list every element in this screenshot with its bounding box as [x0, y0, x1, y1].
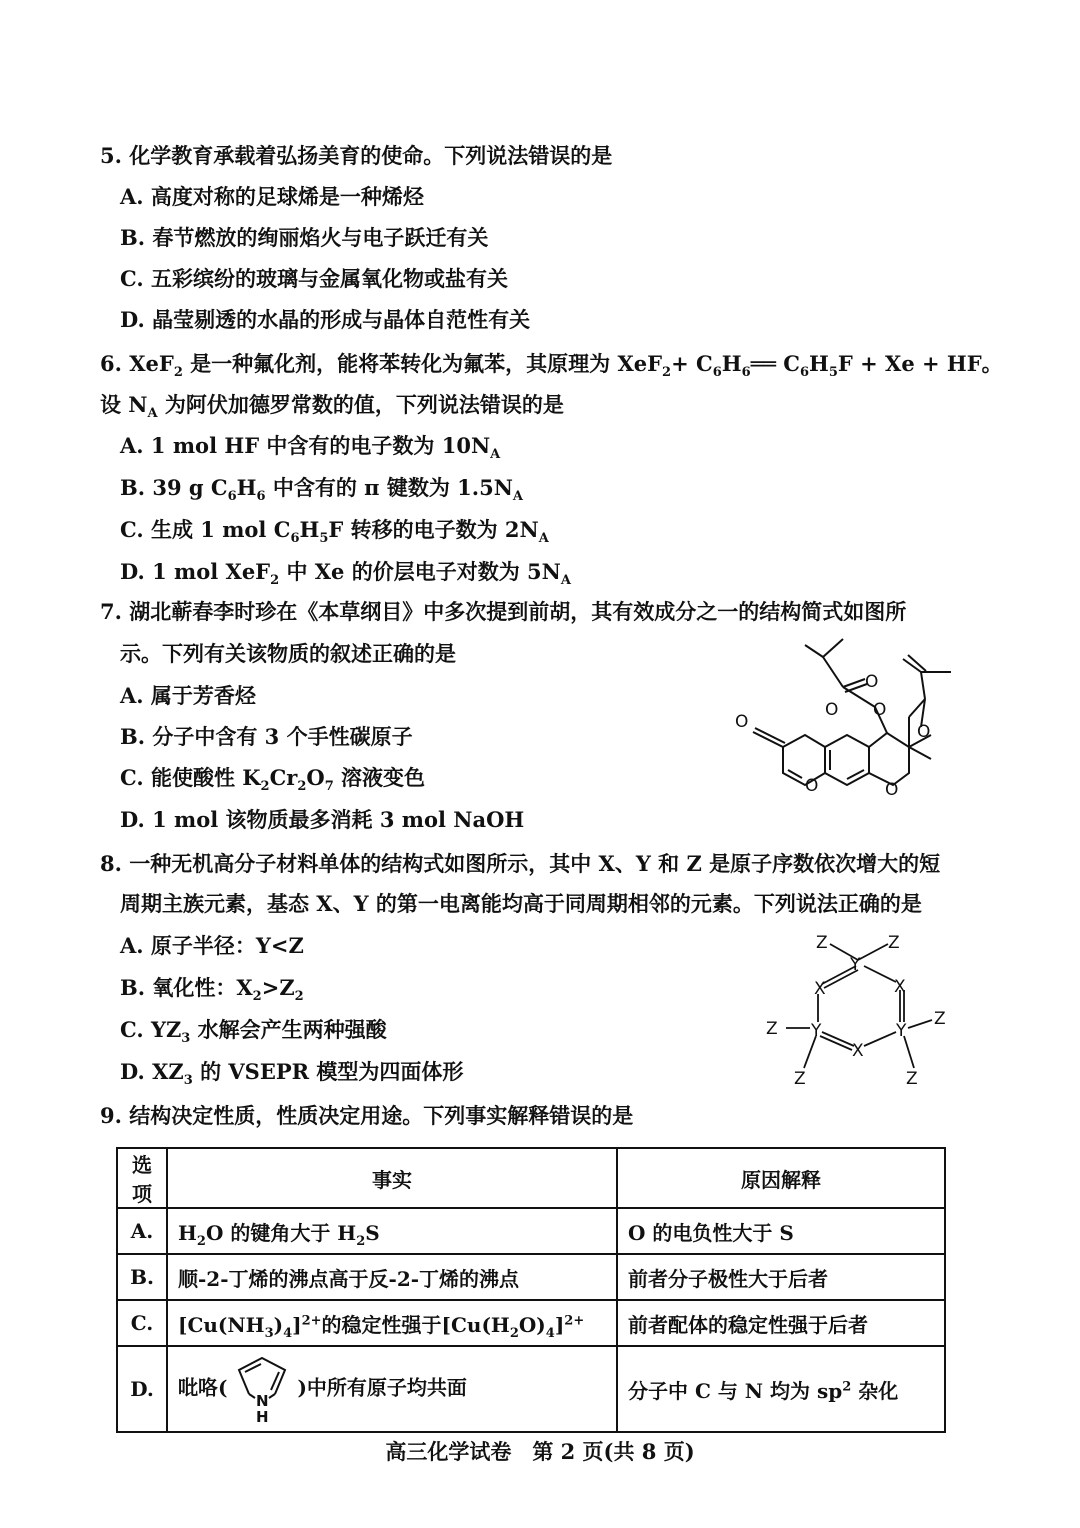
q7-o-label-2: O [805, 776, 819, 796]
q7-stem: 7. 湖北蕲春李时珍在《本草纲目》中多次提到前胡，其有效成分之一的结构简式如图所 [100, 599, 907, 624]
q8-option-b: B. 氧化性：$X_2>Z_2$ [120, 975, 304, 1005]
row-option: B. [117, 1254, 167, 1300]
q8-structure-figure [760, 928, 960, 1088]
q8-option-c: C. $YZ_3$ 水解会产生两种强酸 [120, 1017, 387, 1047]
q8-stem: 8. 一种无机高分子材料单体的结构式如图所示，其中 X、Y 和 Z 是原子序数依次增大的短 [100, 851, 941, 876]
q5-option-c: C. 五彩缤纷的玻璃与金属氧化物或盐有关 [120, 266, 508, 291]
benzene-ring [825, 735, 869, 785]
table-row [117, 1300, 945, 1346]
q8-x-bottom: X [852, 1041, 864, 1061]
q7-o-label-4: O [825, 700, 839, 720]
header-option: 选项 [117, 1148, 167, 1208]
row-reason: 前者配体的稳定性强于后者 [617, 1300, 945, 1346]
q7-o-label-3: O [865, 672, 879, 692]
q8-z-4: Z [934, 1009, 946, 1029]
q7-o-label-1: O [735, 712, 749, 732]
table-row [117, 1346, 945, 1432]
q7-option-d: D. 1 mol 该物质最多消耗 3 mol NaOH [120, 807, 525, 832]
q9-stem: 9. 结构决定性质，性质决定用途。下列事实解释错误的是 [100, 1103, 634, 1128]
pyrrole-h: H [256, 1408, 270, 1424]
table-row [117, 1208, 945, 1254]
q6-option-d: D. 1 mol XeF$_2$ 中 Xe 的价层电子对数为 $5N_A$ [120, 559, 571, 589]
table-header-row [117, 1148, 945, 1208]
q8-stem-2: 周期主族元素，基态 X、Y 的第一电离能均高于同周期相邻的元素。下列说法正确的是 [120, 891, 922, 916]
q6-option-a: A. 1 mol HF 中含有的电子数为 $10N_A$ [120, 433, 501, 463]
page-footer: 高三化学试卷 第 2 页(共 8 页) [385, 1439, 695, 1464]
q7-o-label-7: O [885, 780, 899, 800]
q7-o-label-6: O [917, 722, 931, 742]
row-option: A. [117, 1208, 167, 1254]
q8-option-d: D. $XZ_3$ 的 VSEPR 模型为四面体形 [120, 1059, 464, 1089]
q9-table [116, 1147, 946, 1433]
q7-option-a: A. 属于芳香烃 [120, 683, 256, 708]
row-fact: $H_2O$ 的键角大于 $H_2S$ [167, 1208, 617, 1254]
row-fact: $[Cu(NH_3)_4]^{2+}$的稳定性强于$[Cu(H_2O)_4]^{2+}$ [167, 1300, 617, 1346]
q8-z-5: Z [794, 1069, 806, 1088]
q5-option-b: B. 春节燃放的绚丽焰火与电子跃迁有关 [120, 225, 489, 250]
row-fact: 吡咯( N H )中所有原子均共面 [167, 1346, 617, 1432]
q8-option-a: A. 原子半径：Y<Z [120, 933, 304, 958]
row-reason: 分子中 C 与 N 均为 $sp^2$ 杂化 [617, 1346, 945, 1432]
q8-x-right: X [894, 977, 906, 997]
q7-option-c: C. 能使酸性 $K_2Cr_2O_7$ 溶液变色 [120, 765, 426, 795]
row-reason: O 的电负性大于 S [617, 1208, 945, 1254]
q5-stem: 5. 化学教育承载着弘扬美育的使命。下列说法错误的是 [100, 143, 613, 168]
q8-z-3: Z [766, 1019, 778, 1039]
row-reason: 前者分子极性大于后者 [617, 1254, 945, 1300]
q5-option-d: D. 晶莹剔透的水晶的形成与晶体自范性有关 [120, 307, 531, 332]
pyrrole-n: N [256, 1392, 270, 1410]
header-fact: 事实 [167, 1148, 617, 1208]
q7-stem-2: 示。下列有关该物质的叙述正确的是 [120, 641, 456, 666]
table-row [117, 1254, 945, 1300]
q6-option-b: B. 39 g $C_6H_6$ 中含有的 π 键数为 $1.5N_A$ [120, 475, 524, 505]
q8-x-left: X [814, 979, 826, 999]
row-option: C. [117, 1300, 167, 1346]
pyrrole-structure [227, 1354, 297, 1424]
q8-z-6: Z [906, 1069, 918, 1088]
q6-stem-2: 设 $N_A$ 为阿伏加德罗常数的值，下列说法错误的是 [100, 392, 564, 422]
q8-y-right: Y [896, 1021, 907, 1041]
row-option: D. [117, 1346, 167, 1432]
q8-z-1: Z [816, 933, 828, 953]
q8-z-2: Z [888, 933, 900, 953]
q8-y-top: Y [850, 955, 861, 975]
q6-option-c: C. 生成 1 mol $C_6H_5F$ 转移的电子数为 $2N_A$ [120, 517, 549, 547]
q6-stem: 6. XeF$_2$ 是一种氟化剂，能将苯转化为氟苯，其原理为 $XeF_2+ C_6H_6══$ $C_6H_5F + Xe$ + HF。 [100, 351, 1003, 381]
q5-option-a: A. 高度对称的足球烯是一种烯烃 [120, 184, 424, 209]
q7-o-label-5: O [873, 700, 887, 720]
q7-option-b: B. 分子中含有 3 个手性碳原子 [120, 724, 413, 749]
row-fact: 顺-2-丁烯的沸点高于反-2-丁烯的沸点 [167, 1254, 617, 1300]
q7-molecule-figure [725, 637, 960, 812]
header-reason: 原因解释 [617, 1148, 945, 1208]
q8-y-left: Y [811, 1021, 822, 1041]
